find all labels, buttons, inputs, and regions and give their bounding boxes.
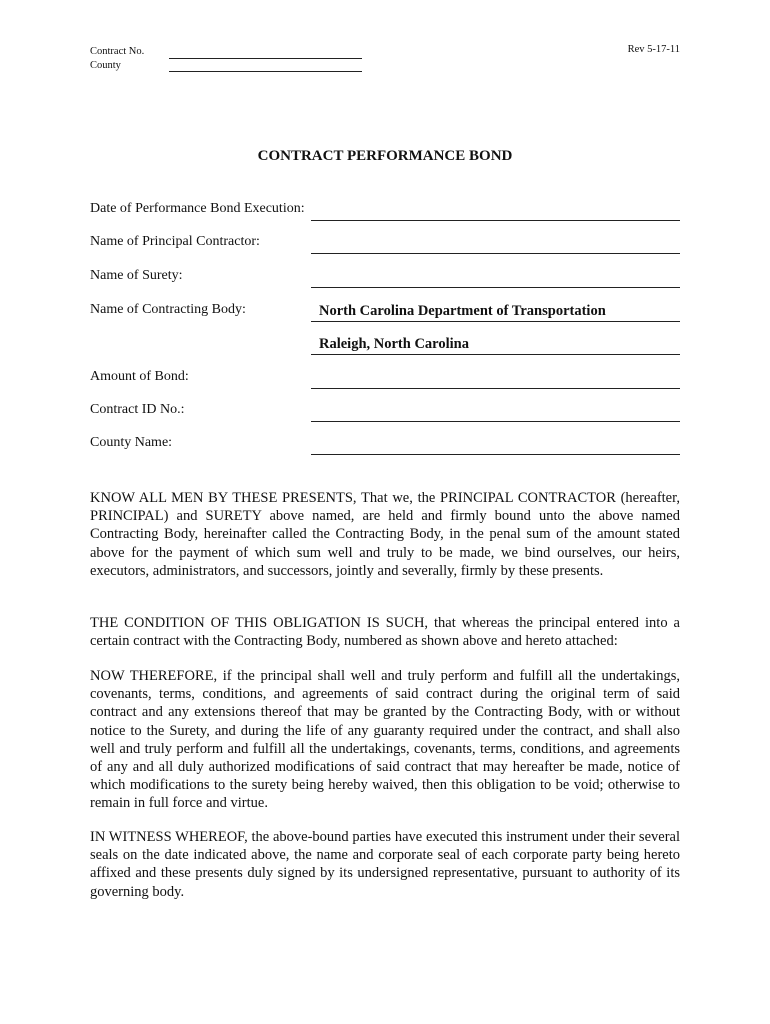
contracting-body-location-field[interactable] (311, 336, 680, 355)
field-label: Date of Performance Bond Execution: (90, 201, 305, 216)
field-label: Name of Principal Contractor: (90, 234, 260, 249)
document-title: CONTRACT PERFORMANCE BOND (257, 148, 513, 164)
contracting-body-field[interactable] (311, 303, 680, 322)
field-row-county-name (90, 435, 680, 455)
field-value: North Carolina Department of Transportation (319, 303, 606, 319)
field-row-contracting-body-location (90, 335, 680, 355)
county-label: County (90, 60, 121, 71)
field-row-bond-execution-date (90, 201, 680, 221)
county-field[interactable] (169, 71, 362, 72)
contract-no-label: Contract No. (90, 46, 145, 57)
field-label: Name of Contracting Body: (90, 302, 246, 317)
field-label: Contract ID No.: (90, 402, 185, 417)
surety-field[interactable] (311, 269, 680, 288)
field-label: County Name: (90, 435, 173, 450)
principal-contractor-field[interactable] (311, 235, 680, 254)
contract-no-field[interactable] (169, 58, 362, 59)
county-name-field[interactable] (311, 436, 680, 455)
revision-label: Rev 5-17-11 (627, 44, 680, 55)
field-label: Name of Surety: (90, 268, 183, 283)
paragraph-condition: THE CONDITION OF THIS OBLIGATION IS SUCH, that whereas the principal entered into a certain contract with the Contracting Body, numbered as shown above and hereto attached: (90, 615, 680, 650)
field-row-surety (90, 268, 680, 288)
field-row-amount-of-bond (90, 369, 680, 389)
bond-execution-date-field[interactable] (311, 202, 680, 221)
field-label: Amount of Bond: (90, 369, 189, 384)
field-row-contract-id (90, 402, 680, 422)
amount-of-bond-field[interactable] (311, 370, 680, 389)
paragraph-know-all-men: KNOW ALL MEN BY THESE PRESENTS, That we, the PRINCIPAL CONTRACTOR (hereafter, PRINCIPAL) and SURETY above named, are held and firmly bound unto the above named Contracting Body, hereinafter called the Contracting Body, in the penal sum of the amount stated above for the payment of which sum well and truly to be made, we bind ourselves, our heirs, executors, administrators, and successors, jointly and severally, firmly by these presents. (90, 490, 680, 579)
paragraph-now-therefore: NOW THEREFORE, if the principal shall well and truly perform and fulfill all the undertakings, covenants, terms, conditions, and agreements of said contract during the original term of said contract and any extensions thereof that may be granted by the Contracting Body, with or without notice to the Surety, and during the life of any guaranty required under the contract, and shall also well and truly perform and fulfill all the undertakings, covenants, terms, conditions, and agreements of any and all duly authorized modifications of said contract that may hereafter be made, notice of which modifications to the surety being hereby waived, then this obligation to be void; otherwise to remain in full force and virtue. (90, 668, 680, 812)
field-row-principal-contractor (90, 234, 680, 254)
paragraph-in-witness: IN WITNESS WHEREOF, the above-bound parties have executed this instrument under their several seals on the date indicated above, the name and corporate seal of each corporate party being hereto affixed and these presents duly signed by its undersigned representative, pursuant to authority of its governing body. (90, 829, 680, 900)
field-value: Raleigh, North Carolina (319, 336, 469, 352)
field-row-contracting-body (90, 302, 680, 322)
contract-id-field[interactable] (311, 403, 680, 422)
